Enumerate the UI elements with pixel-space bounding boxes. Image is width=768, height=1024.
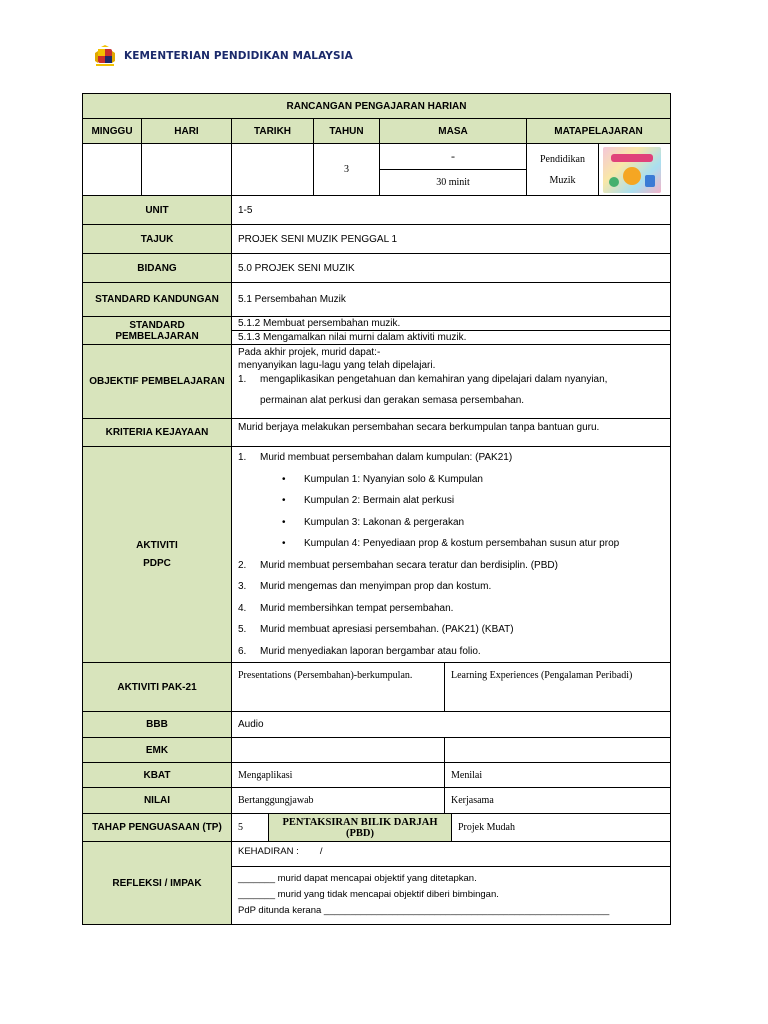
kriteria-value: Murid berjaya melakukan persembahan secara berkumpulan tanpa bantuan guru.: [232, 419, 671, 447]
bidang-label: BIDANG: [83, 254, 232, 283]
nilai-label: NILAI: [83, 788, 232, 814]
aktiviti-item: 6. Murid menyediakan laporan bergambar atau folio.: [238, 645, 481, 657]
kumpulan-list: [238, 469, 664, 555]
tajuk-value: PROJEK SENI MUZIK PENGGAL 1: [232, 225, 671, 254]
aktiviti-item: 2. Murid membuat persembahan secara teratur dan berdisiplin. (PBD): [238, 559, 558, 571]
col-masa: MASA: [380, 119, 527, 144]
objektif-line3: mengaplikasikan pengetahuan dan kemahiran yang dipelajari dalam nyanyian,: [260, 374, 608, 385]
plan-title: RANCANGAN PENGAJARAN HARIAN: [83, 94, 671, 119]
bidang-value: 5.0 PROJEK SENI MUZIK: [232, 254, 671, 283]
refleksi-content: [232, 867, 671, 925]
col-hari: HARI: [142, 119, 232, 144]
aktiviti-label: [83, 447, 232, 663]
kumpulan-item: • Kumpulan 3: Lakonan & pergerakan: [282, 516, 465, 528]
kumpulan-item: • Kumpulan 1: Nyanyian solo & Kumpulan: [282, 473, 483, 485]
ministry-header: [92, 44, 353, 68]
standard-pembelajaran-label: STANDARD PEMBELAJARAN: [83, 317, 232, 345]
tarikh-value: [232, 144, 314, 196]
minggu-value: [83, 144, 142, 196]
refleksi-label: REFLEKSI / IMPAK: [83, 842, 232, 925]
tahap-value: 5: [232, 814, 269, 841]
ministry-name: KEMENTERIAN PENDIDIKAN MALAYSIA: [124, 50, 353, 62]
col-tarikh: TARIKH: [232, 119, 314, 144]
pak21-left: Presentations (Persembahan)-berkumpulan.: [232, 663, 445, 712]
bbb-label: BBB: [83, 712, 232, 738]
emk-right: [445, 738, 671, 763]
subject-name: Pendidikan Muzik: [527, 144, 599, 196]
malaysia-crest-icon: [92, 45, 118, 67]
kriteria-label: KRITERIA KEJAYAAN: [83, 419, 232, 447]
aktiviti-label-1: AKTIVITI: [136, 539, 178, 551]
masa-time: -: [380, 144, 527, 170]
pak21-label: AKTIVITI PAK-21: [83, 663, 232, 712]
col-tahun: TAHUN: [314, 119, 380, 144]
emk-left: [232, 738, 445, 763]
standard-kandungan-label: STANDARD KANDUNGAN: [83, 283, 232, 317]
textbook-cover: [599, 144, 671, 196]
masa-duration: 30 minit: [380, 170, 527, 196]
nilai-left: Bertanggungjawab: [232, 788, 445, 814]
aktiviti-label-2: PDPC: [143, 557, 171, 569]
pbd-label: PENTAKSIRAN BILIK DARJAH (PBD): [269, 814, 452, 841]
nilai-right: Kerjasama: [445, 788, 671, 814]
aktiviti-content: [232, 447, 671, 663]
hari-value: [142, 144, 232, 196]
objektif-content: [232, 345, 671, 419]
tajuk-label: TAJUK: [83, 225, 232, 254]
refleksi-line3: PdP ditunda kerana ______________________________________________________: [238, 905, 610, 916]
aktiviti-item: 5. Murid membuat apresiasi persembahan. (PAK21) (KBAT): [238, 624, 514, 635]
lesson-plan-table: [82, 93, 671, 925]
objektif-line2: menyanyikan lagu-lagu yang telah dipelajari.: [238, 360, 436, 371]
refleksi-line2: _______ murid yang tidak mencapai objektif diberi bimbingan.: [238, 889, 499, 900]
standard-kandungan-value: 5.1 Persembahan Muzik: [232, 283, 671, 317]
aktiviti-item: 4. Murid membersihkan tempat persembahan.: [238, 602, 454, 614]
unit-value: 1-5: [232, 196, 671, 225]
kehadiran: KEHADIRAN : /: [232, 842, 671, 867]
standard-pembelajaran-line1: 5.1.2 Membuat persembahan muzik.: [232, 317, 671, 331]
kbat-label: KBAT: [83, 763, 232, 788]
tahap-label: TAHAP PENGUASAAN (TP): [83, 814, 232, 842]
music-textbook-image: [603, 147, 661, 193]
kumpulan-item: • Kumpulan 2: Bermain alat perkusi: [282, 495, 455, 506]
tahun-value: 3: [314, 144, 380, 196]
kbat-left: Mengaplikasi: [232, 763, 445, 788]
emk-label: EMK: [83, 738, 232, 763]
col-minggu: MINGGU: [83, 119, 142, 144]
objektif-line4: permainan alat perkusi dan gerakan semasa persembahan.: [260, 395, 525, 406]
pak21-right: Learning Experiences (Pengalaman Peribadi): [445, 663, 671, 712]
standard-pembelajaran-line2: 5.1.3 Mengamalkan nilai murni dalam aktiviti muzik.: [232, 331, 671, 345]
pbd-value: Projek Mudah: [458, 822, 515, 833]
objektif-label: OBJEKTIF PEMBELAJARAN: [83, 345, 232, 419]
col-matapelajaran: MATAPELAJARAN: [527, 119, 671, 144]
aktiviti-item: 3. Murid mengemas dan menyimpan prop dan kostum.: [238, 581, 492, 592]
refleksi-line1: _______ murid dapat mencapai objektif yang ditetapkan.: [238, 873, 477, 884]
objektif-number: 1.: [238, 374, 247, 385]
kbat-right: Menilai: [445, 763, 671, 788]
kumpulan-item: • Kumpulan 4: Penyediaan prop & kostum persembahan susun atur prop: [282, 538, 620, 549]
aktiviti-item-1: 1. Murid membuat persembahan dalam kumpulan: (PAK21): [238, 452, 513, 463]
bbb-value: Audio: [232, 712, 671, 738]
tahap-pbd-cell: [232, 814, 671, 842]
objektif-line1: Pada akhir projek, murid dapat:-: [238, 347, 381, 358]
unit-label: UNIT: [83, 196, 232, 225]
